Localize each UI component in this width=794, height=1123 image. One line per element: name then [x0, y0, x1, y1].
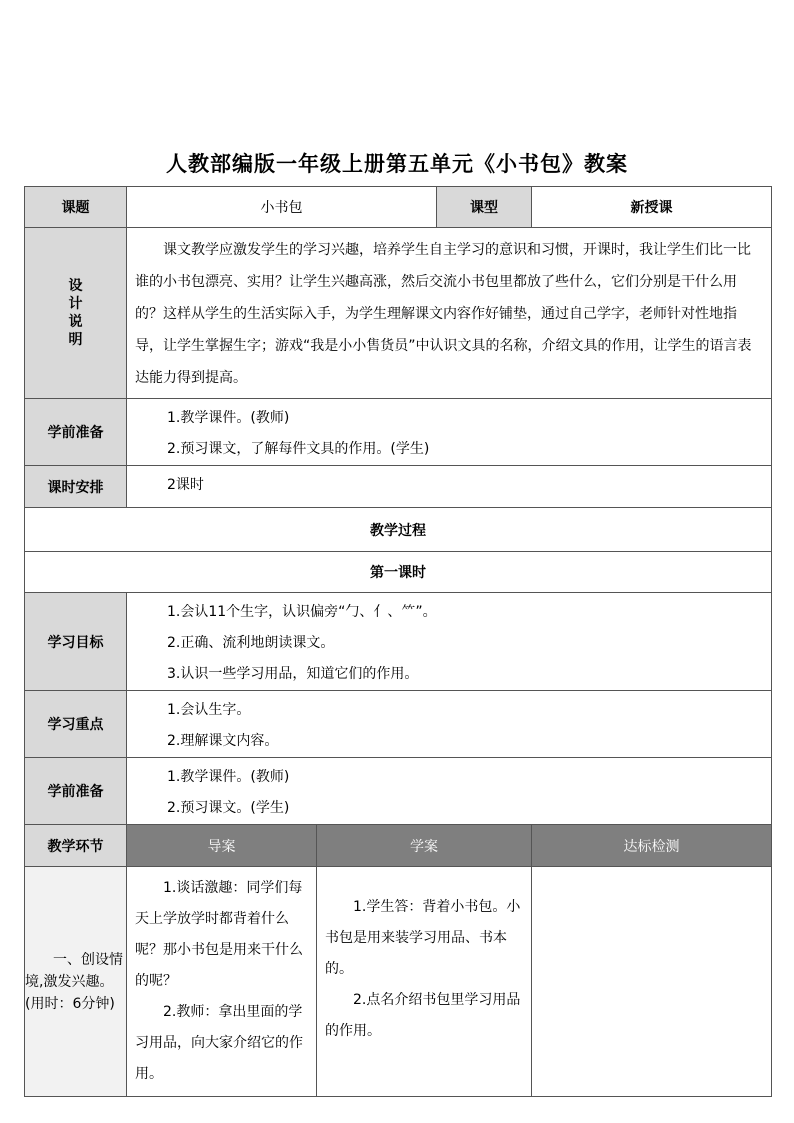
guide-item: 1.谈话激趣：同学们每天上学放学时都背着什么呢？那小书包是用来干什么的呢？: [135, 880, 303, 989]
guide-item: 2.教师：拿出里面的学习用品，向大家介绍它的作用。: [135, 1004, 303, 1082]
goal-item: 2.正确、流利地朗读课文。: [167, 635, 335, 651]
schedule-label: 课时安排: [25, 466, 127, 508]
lesson-heading-row: [25, 552, 772, 593]
stage-column-header: 教学环节: [25, 825, 127, 867]
stage-cell: [25, 867, 127, 1097]
prep2-item: 1.教学课件。(教师): [167, 769, 290, 785]
guide-cell: [127, 867, 317, 1097]
design-label-char: 说: [68, 314, 83, 330]
process-heading-row: [25, 508, 772, 552]
design-label-char: 设: [68, 278, 83, 294]
topic-label: 课题: [25, 187, 127, 228]
design-label-char: 明: [68, 332, 83, 348]
prep-item: 1.教学课件。(教师): [167, 410, 290, 426]
process-heading: 教学过程: [25, 508, 772, 552]
focus-row: [25, 691, 772, 758]
prep2-label: 学前准备: [25, 758, 127, 825]
focus-cell: [127, 691, 772, 758]
document-title: 人教部编版一年级上册第五单元《小书包》教案: [166, 152, 628, 176]
study-column-header: 学案: [317, 825, 532, 867]
goals-label: 学习目标: [25, 593, 127, 691]
check-column-header: 达标检测: [532, 825, 772, 867]
study-cell: [317, 867, 532, 1097]
study-item: 2.点名介绍书包里学习用品的作用。: [325, 992, 521, 1039]
design-text-cell: [127, 228, 772, 399]
schedule-cell: [127, 466, 772, 508]
stage-text: 一、创设情境,激发兴趣。(用时：6分钟): [25, 951, 123, 1012]
prep2-row: [25, 758, 772, 825]
type-label: 课型: [437, 187, 532, 228]
schedule-row: [25, 466, 772, 508]
type-value: 新授课: [532, 187, 772, 228]
design-label: [25, 228, 127, 399]
prep-label: 学前准备: [25, 399, 127, 466]
activity-row: [25, 867, 772, 1097]
prep2-item: 2.预习课文。(学生): [167, 800, 290, 816]
design-label-char: 计: [68, 296, 83, 312]
focus-label: 学习重点: [25, 691, 127, 758]
lesson-heading: 第一课时: [25, 552, 772, 593]
goal-item: 3.认识一些学习用品，知道它们的作用。: [167, 666, 419, 682]
prep-row: [25, 399, 772, 466]
prep-cell: [127, 399, 772, 466]
topic-value: 小书包: [127, 187, 437, 228]
column-header-row: [25, 825, 772, 867]
prep2-cell: [127, 758, 772, 825]
goal-item: 1.会认11个生字，认识偏旁“勹、亻、⺮”。: [167, 604, 437, 620]
check-cell: [532, 867, 772, 1097]
design-row: [25, 228, 772, 399]
design-text: 课文教学应激发学生的学习兴趣，培养学生自主学习的意识和习惯，开课时，我让学生们比一比谁的小书包漂亮、实用？让学生兴趣高涨，然后交流小书包里都放了些什么，它们分别是干什么用的？这样从学生的生活实际入手，为学生理解课文内容作好铺垫，通过自己学字，老师针对性地指导，让学生掌握生字；游戏“我是小小售货员”中认识文具的名称，介绍文具的作用，让学生的语言表达能力得到提高。: [135, 242, 752, 386]
focus-item: 1.会认生字。: [167, 702, 251, 718]
lesson-plan-table: [24, 186, 772, 1097]
goals-row: [25, 593, 772, 691]
goals-cell: [127, 593, 772, 691]
guide-column-header: 导案: [127, 825, 317, 867]
schedule-value: 2课时: [167, 477, 204, 493]
prep-item: 2.预习课文，了解每件文具的作用。(学生): [167, 441, 430, 457]
study-item: 1.学生答：背着小书包。小书包是用来装学习用品、书本的。: [325, 899, 521, 977]
focus-item: 2.理解课文内容。: [167, 733, 279, 749]
topic-row: [25, 187, 772, 228]
